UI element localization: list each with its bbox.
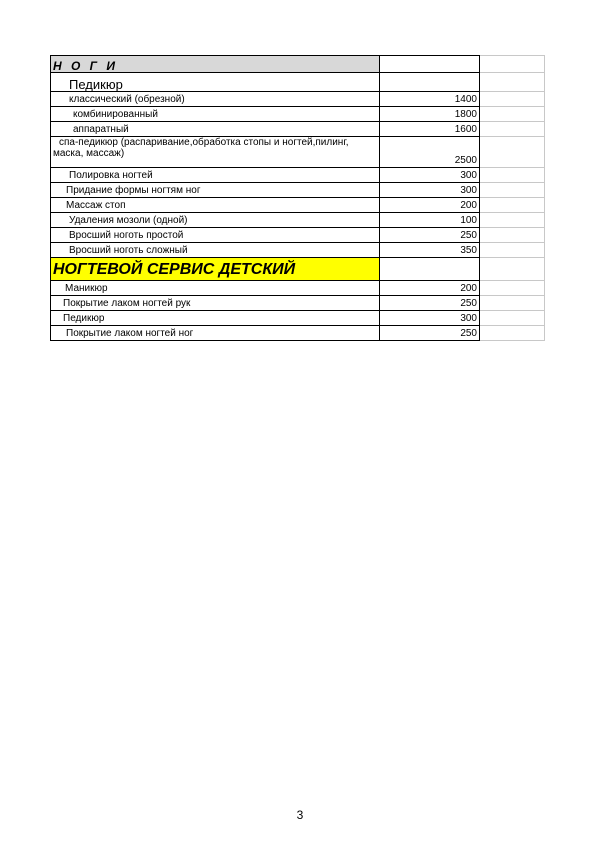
price-row [51, 137, 545, 168]
subsection-row [51, 73, 545, 92]
service-name: Вросший ноготь простой [51, 228, 380, 243]
price-row [51, 122, 545, 137]
service-name: Покрытие лаком ногтей ног [51, 326, 380, 341]
price-row [51, 228, 545, 243]
service-name: Массаж стоп [51, 198, 380, 213]
service-price: 2500 [380, 137, 480, 168]
section-title-legs: Н О Г И [51, 56, 380, 73]
service-name: Маникюр [51, 281, 380, 296]
service-name: Придание формы ногтям ног [51, 183, 380, 198]
service-price: 250 [380, 296, 480, 311]
price-row [51, 326, 545, 341]
price-row [51, 198, 545, 213]
service-price: 350 [380, 243, 480, 258]
subsection-title-pedicure: Педикюр [51, 73, 380, 92]
service-price: 250 [380, 228, 480, 243]
service-price: 1800 [380, 107, 480, 122]
price-row [51, 183, 545, 198]
service-name: комбинированный [51, 107, 380, 122]
price-row [51, 168, 545, 183]
service-name: Покрытие лаком ногтей рук [51, 296, 380, 311]
price-row [51, 296, 545, 311]
service-name: Удаления мозоли (одной) [51, 213, 380, 228]
service-price: 300 [380, 183, 480, 198]
section-title-kids: НОГТЕВОЙ СЕРВИС ДЕТСКИЙ [51, 258, 380, 281]
price-row [51, 243, 545, 258]
service-name: Вросший ноготь сложный [51, 243, 380, 258]
service-name: Педикюр [51, 311, 380, 326]
service-name: спа-педикюр (распаривание,обработка стопы и ногтей,пилинг, маска, массаж) [51, 137, 380, 168]
service-name: аппаратный [51, 122, 380, 137]
section-header-row [51, 258, 545, 281]
service-name: Полировка ногтей [51, 168, 380, 183]
service-price: 250 [380, 326, 480, 341]
service-price: 200 [380, 198, 480, 213]
price-row [51, 281, 545, 296]
service-price: 1600 [380, 122, 480, 137]
page-number: 3 [296, 808, 304, 822]
service-name: классический (обрезной) [51, 92, 380, 107]
service-price: 100 [380, 213, 480, 228]
section-header-row [51, 56, 545, 73]
service-price: 200 [380, 281, 480, 296]
price-row [51, 92, 545, 107]
service-price: 300 [380, 311, 480, 326]
price-list-table [50, 55, 545, 341]
price-row [51, 213, 545, 228]
price-row [51, 311, 545, 326]
price-row [51, 107, 545, 122]
service-price: 1400 [380, 92, 480, 107]
service-price: 300 [380, 168, 480, 183]
